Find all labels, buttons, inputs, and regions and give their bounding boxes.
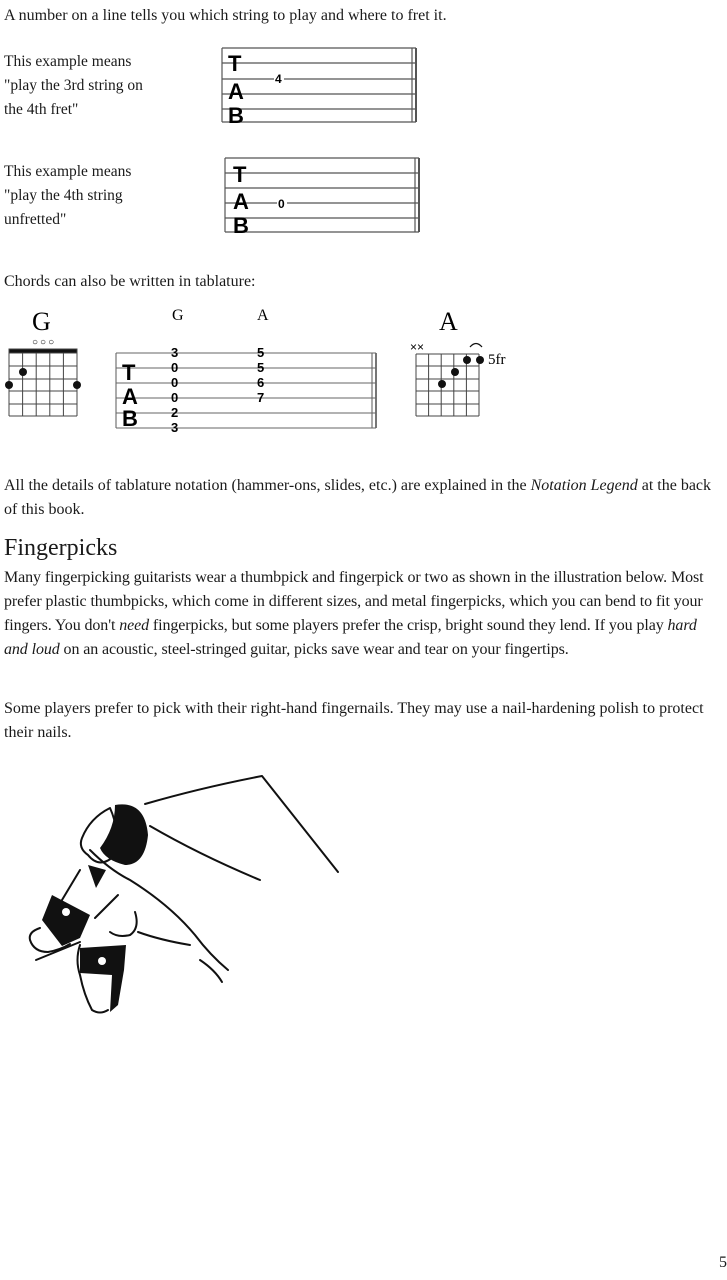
- example-2-caption: [4, 160, 194, 232]
- tab-fret-number: 2: [171, 405, 179, 420]
- finger-dot: [438, 380, 446, 388]
- tab-clef-a: A: [228, 79, 244, 104]
- tab-fret-number: 7: [257, 390, 265, 405]
- notation-legend-text: [4, 474, 719, 522]
- tab-clef-b: B: [228, 103, 244, 126]
- tab-fret-number: 0: [171, 360, 179, 375]
- tab-clef-a: A: [122, 384, 138, 409]
- tab-staff-example-1: [220, 44, 422, 126]
- finger-dot: [451, 368, 459, 376]
- tab-clef-b: B: [122, 406, 138, 431]
- tab-fret-number: 3: [171, 345, 179, 360]
- emphasis: need: [119, 617, 150, 634]
- muted-string-markers: ××: [410, 340, 425, 354]
- emphasis: hard and loud: [4, 617, 697, 658]
- emphasis: Notation Legend: [530, 477, 638, 494]
- fingerpicks-paragraph-2: Some players prefer to pick with their right-hand fingernails. They may use a nail-hardening polish to protect their nails.: [4, 700, 704, 741]
- text-run: fingerpicks, but some players prefer the crisp, bright sound they lend. If you play: [149, 617, 668, 634]
- tab-fret-number: 0: [278, 197, 285, 211]
- section-heading: Fingerpicks: [4, 535, 118, 561]
- tab-fret-number: 0: [171, 390, 179, 405]
- example-1-caption: [4, 50, 194, 122]
- tab-clef-t: T: [233, 162, 247, 187]
- text-run: All the details of tablature notation (hammer-ons, slides, etc.) are explained in the: [4, 477, 531, 494]
- finger-dot: [476, 356, 484, 364]
- tab-fret-number: 5: [257, 360, 265, 375]
- caption-line: This example means: [4, 53, 132, 70]
- finger-dot: [5, 381, 13, 389]
- chord-tab-staff: [112, 300, 382, 440]
- chord-name: G: [32, 307, 51, 336]
- caption-line: "play the 4th string: [4, 187, 123, 204]
- fingerpick-shape: [42, 895, 90, 946]
- fret-position-label: 5fr: [488, 352, 506, 368]
- chord-tab-label-g: G: [172, 307, 184, 324]
- thumbpick-shape: [100, 804, 148, 865]
- finger-dot: [73, 381, 81, 389]
- chords-lead-text: Chords can also be written in tablature:: [4, 273, 256, 290]
- finger-dot: [463, 356, 471, 364]
- tab-fret-number: 3: [171, 420, 179, 435]
- barre-arc: [470, 344, 482, 348]
- caption-line: unfretted": [4, 211, 67, 228]
- text-run: on an acoustic, steel-stringed guitar, picks save wear and tear on your fingertips.: [59, 641, 569, 658]
- fingerpicks-paragraph-1: [4, 566, 721, 662]
- caption-line: the 4th fret": [4, 101, 79, 118]
- open-string-markers: ○○○: [32, 337, 57, 348]
- tab-clef-t: T: [228, 51, 242, 76]
- tab-staff-example-2: [223, 155, 425, 237]
- chord-name: A: [439, 307, 458, 336]
- caption-line: This example means: [4, 163, 132, 180]
- chord-tab-label-a: A: [257, 307, 269, 324]
- text-run: Many fingerpicking guitarists wear a thumbpick and fingerpick or two as shown in the illustration below. Most prefer plastic thumbpicks, which come in different sizes, and metal fingerpicks, which you can bend to fit your fingers. You don't: [4, 569, 704, 634]
- tab-clef-t: T: [122, 360, 136, 385]
- tab-clef-a: A: [233, 189, 249, 214]
- intro-text: A number on a line tells you which string to play and where to fret it.: [4, 7, 447, 24]
- tab-fret-number: 0: [171, 375, 179, 390]
- caption-line: "play the 3rd string on: [4, 77, 143, 94]
- page-number: 5: [719, 1254, 727, 1271]
- fingerpick-shape: [80, 945, 126, 1012]
- finger-dot: [19, 368, 27, 376]
- tab-fret-number: 4: [275, 72, 282, 86]
- tab-fret-number: 5: [257, 345, 265, 360]
- tab-clef-b: B: [233, 213, 249, 237]
- text-run: at the back of this book.: [4, 477, 712, 518]
- tab-fret-number: 6: [257, 375, 265, 390]
- chord-diagram-g: [2, 300, 86, 420]
- hand-fingerpicks-illustration: [0, 760, 360, 1030]
- chord-diagram-a: [406, 300, 526, 420]
